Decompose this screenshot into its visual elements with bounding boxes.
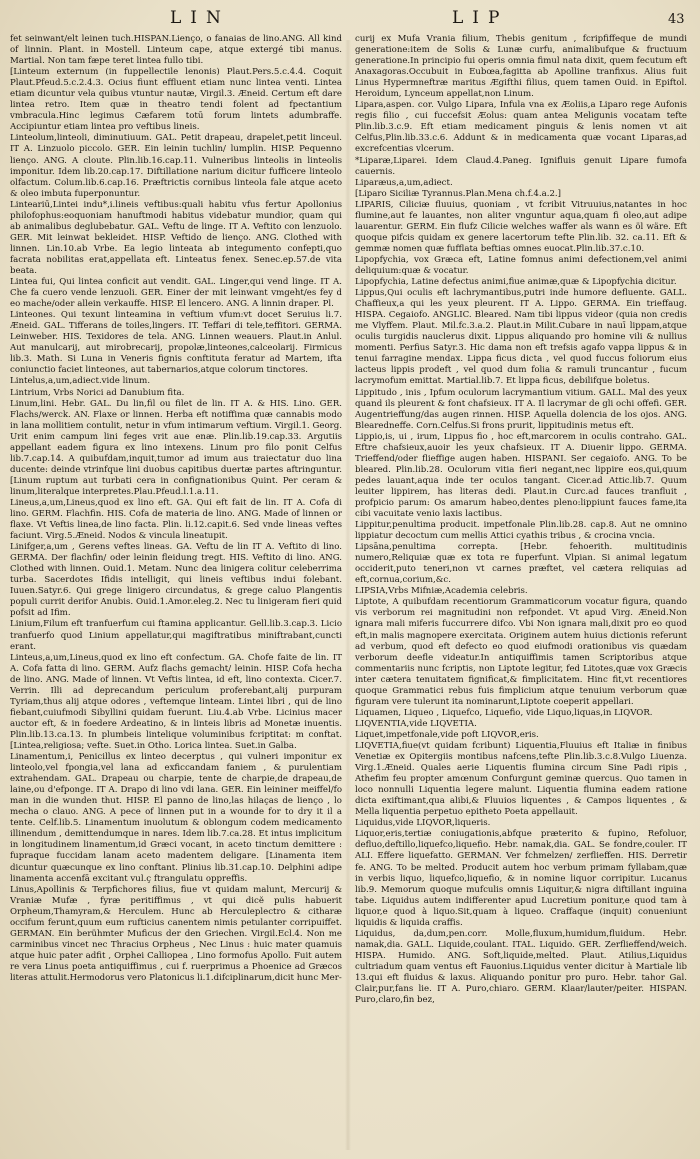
entry-linteum-externum: [Linteum externum (in fuppellectile lenonis) Plaut.Pers.5.c.4.4. Coquit Plaut.Pfeud.5.c.2.4.3. Ocius fiunt effluent etiam nunc lintea venti. Lintea etiam dicuntur vela quibus vtuntur nautæ, Virgil.3. Æneid. Certum eft dare lintea retro. Item quæ in theatro tendi folent ad fpectantium vmbracula.Hinc legimus Cæfarem totū forum lintets adumbraffe. Accipiuntur etiam lintea pro veftibus lineis. xyxy=(10,67,342,133)
entry-liquidus: Liquidus, da,dum,pen.corr. Molle,fluxum,humidum,fluidum. Hebr. namak,dia. GALL. Liquide,coulant. ITAL. Liquido. GER. Zerflieffend/weich. HISPA. Humido. ANG. Soft,liquide,melted. Plaut. Atilius,Liquidus cultriadum quam ventus eft Fauonius.Liquidus venter dicitur à Martiale lib 13.qui eft fluidus & laxus. Aliquando ponitur pro puro. Hebr. tahor Gal. Clair,pur,fans lie. IT A. Puro,chiaro. GERM. Klaar/lauter/peiter. HISPAN. Puro,claro,fin bez, xyxy=(355,928,687,1006)
entry-liparae: *Liparæ,Liparei. Idem Claud.4.Paneg. Ignifluis genuit Lipare fumofa cauernis. xyxy=(355,155,687,177)
entry-liparis: LIPARIS, Ciliciæ fluuius, quoniam , vt fcribit Vitruuius,natantes in hoc flumine,aut fe lauantes, non aliter vnguntur aqua,quam fi oleo,aut adipe lauarentur. GERM. Ein flufz Cilicie welches waffer als wann es öl wäre. Eft quoque pifcis quidam ex genere lacertorum tefte Plin.lib. 32. ca.11. Eft & gemmæ nomen quæ fufflata beftias omnes euocat.Plin.lib.37.c.10. xyxy=(355,199,687,254)
right-column xyxy=(355,34,687,1154)
entry-liniger: Linifger,a,um , Gerens veftes lineas. GA. Veftu de lin IT A. Veftito di lino. GERMA. Der flachfin/ oder leinin fleidung tregt. HIS. Veftito di lino. ANG. Clothed with linnen. Ouid.1. Metam. Nunc dea linigera colitur celeberrima turba. Sacerdotes Ifidis intelligit, qui lineis veftibus indui folebant. Iuuen.Satyr.6. Qui grege linigero circundatus, & grege caluo Plangentis populi currit derifor Anubis. Ouid.1.Amor.eleg.2. Nec tu linigeram fieri quid pofsit ad Ifim. xyxy=(10,542,342,619)
header-guide-word-left: LIN xyxy=(170,8,230,28)
entry-linteolum: Linteolum,linteoli, diminutiuum. GAL. Petit drapeau, drapelet,petit linceul. IT A. Linzuolo piccolo. GER. Ein leinin tuchlin/ lumplin. HISP. Pequenno lienço. ANG. A cloute. Plin.lib.16.cap.11. Vulneribus linteolis in linteolis imponitur. Idem lib.20.cap.17. Diftillatione narium dicitur fufficere linteolo olfactum. Colum.lib.6.cap.16. Præftrictis cornibus linteola fale atque aceto & oleo imbuta fuperponuntur. xyxy=(10,133,342,199)
header-guide-word-right: LIP xyxy=(452,8,509,28)
entry-linteum-cont: fet seinwant/elt leinen tuch.HISPAN.Lienço, o fanaias de lino.ANG. All kind of linnin. Plant. in Mostell. Linteum cape, atque extergé tibi manus. Martial. Non tam fæpe teret lintea fullo tibi. xyxy=(10,34,342,67)
entry-lippio: Lippio,is, ui , irum, Lippus fio , hoc eft,marcorem in oculis contraho. GAL. Eftre chafsieux,auoir les yeux chafsieux. IT A. Diuenir lippo. GERMA. Trieffend/oder flieffige augen haben. HISPANI. Ser cegaiofo. ANG. To be bleared. Plin.lib.28. Oculorum vitia fieri negant,nec lippire eos,qui,quum pedes lauant,aqua inde ter oculos tangant. Cicer.ad Attic.lib.7. Quum leuiter lippirem, has literas dedi. Plaut.in Curc.ad fauces tranfluit , profpicio parum: Os amarum habeo,dentes pleno:lippiunt fauces fame,ita cibi vacuitate venio laxis lactibus. xyxy=(355,431,687,520)
entry-lipara: Lipara,aspen. cor. Vulgo Lipara, Infula vna ex Æoliis,a Liparo rege Aufonis regis filio , cui fuccefsit Æolus: quam antea Meligunis vocatam tefte Plin.lib.3.c.9. Eft etiam medicament pinguis & lenis nomen vt ait Celfus,Plin.lib.33.c.6. Addunt & in medicamenta quæ vocant Liparas,ad excrefcentias vlcerum. xyxy=(355,100,687,155)
entry-liquidus-ref: Liquidus,vide LIQVOR,liqueris. xyxy=(355,818,491,829)
entry-linamentum: Linamentum,i, Penicillus ex linteo decerptus , qui vulneri imponitur ex linteolo,vel fpongia,vel lana ad exficcandam faniem , & purulentiam extrahendam. GAL. Drapeau ou charpie, tente de charpie,de drapeau,de laine,ou d'efponge. IT A. Drapo di lino vdi lana. GER. Ein leininer meiffel/fo man in die wunden thut. HISP. El panno de lino,las hilaças de lienço , lo mecha o clauo. ANG. A pece of linnen put in a wounde for to dry it il a tente. Celf.lib.5. Linamentum inuolutum & oblongum codem medicamento illinendum , demittendumque in nares. Idem lib.7.ca.28. Et intus implicitum in longitudinem linamentum,id Græci vocant, in aceto tinctum demittere : fupraque fuccidam lanam aceto madentem deligare. [Linamenta item dicuntur quæcunque ex lino conftant. Plinius lib.31.cap.10. Delphini adipe linamenta accenfā excitant vul.ç ftrangulatu oppreffis. xyxy=(10,752,342,884)
entry-liquentia: LIQVENTIA,vide LIQVETIA. xyxy=(355,718,477,729)
column-gutter xyxy=(345,40,351,1150)
page-number: 43 xyxy=(668,12,685,27)
entry-lintearius: Linteariū,Lintei indu*,i.lineis veftibus:quali habitu vfus fertur Apollonius philofophus:eoquoniam hanuftmodi habitus videbatur mundior, quam qui ab animalibus deglubebatur. GAL. Veftu de linge. IT A. Veftito con lenzuolo. GER. Mit leinwat bekleidet. HISP. Veftido de lienço. ANG. Clothed with linnen. Lin.10.ab Vrbe. Ea legio linteata ab integumento confepti,quo facrata nobilitas erat,appellata eft. Linteatus fenex. Senec.ep.57.de vita beata. xyxy=(10,199,342,276)
entry-lipsia: LIPSIA,Vrbs Mifniæ,Academia celebris. xyxy=(355,586,528,597)
entry-liptote: Liptote, A quibufdam recentiorum Grammaticorum vocatur figura, quando vis verborum rei magnitudini non refpondet. Vt apud Virg. Æneid.Non ignara mali miferis fuccurrere difco. Vbi Non ignara mali,dixit pro eo quod eft,in malis magnopere exercitata. Originem autem huius dictionis referunt ad verbum, quod eft defecto eo quod eiufmodi orationibus vis quædam verborum deefle videatur.In antiquiffimis tamen Scriptoribus atque commentariis nunc fcriptis, non Liptote legitur, fed Litotes,quæ vox Græcis inter cætera tenuitatem fignificat,& fimplicitatem. Hinc fit,vt recentiores quoque Grammatici rebus fuis fimplicium atque tenuium verborum quæ figuram vere tulerunt ita nominarunt,Liptote coeperit appellari. xyxy=(355,597,687,707)
entry-lintrium: Lintrium, Vrbs Norici ad Danubium fita. xyxy=(10,387,185,398)
entry-lipsana: Lipsāna,penultima correpta. [Hebr. fehoerith. multitudinis numero,Reliquiæ quæ ex tota re fuperfunt. Vlpian. Si animal legatum occiderit,puto teneri,non vt carnes præftet, vel cætera reliquias ad eft,cornua,corium,&c. xyxy=(355,542,687,586)
entry-lippitudo: Lippitudo , inis , Ipfum oculorum lacrymantium vitium. GALL. Mal des yeux quand ils pleurent & font chafsieux. IT A. Il lacrymar de gli ochi offefi. GER. Augentrieffung/das augen rinnen. HISP. Aquella dolencia de los ojos. ANG. Blearedneffe. Corn.Celfus.Si frons prurit, lippitudinis metus eft. xyxy=(355,387,687,431)
entry-linus: Linus,Apollinis & Terpfichores filius, fiue vt quidam malunt, Mercurij & Vraniæ Mufæ , fyræ peritiffimus , vt qui dicĕ pulis habuerit Orpheum,Thamyram,& Herculem. Hunc ab Herculeplectro & citharæ occifum ferunt,quum eum rufticius canentem nimis petulanter corripuiffet. GERMAN. Ein berühmter Muficus der den Griechen. Virgil.Ecl.4. Non me carminibus vincet nec Thracius Orpheus , Nec Linus : huic mater quamuis atque huic pater adfit , Orphei Calliopea , Lino formofus Apollo. Fuit autem re vera Linus poeta antiquiffimus , cui f. ruerprimus a Phoenice ad Græcos literas attulit.Hermodorus vero Platonicus li.1.difciplinarum,dicit hunc Mer- xyxy=(10,884,342,983)
entry-liquet: Liquet,impetfonale,vide poft LIQVOR,eris. xyxy=(355,729,539,740)
entry-lineus: Lineus,a,um,Lineus,quod ex lino eft. GA. Qui eft fait de lin. IT A. Cofa di lino. GERM. Flachfin. HIS. Cofa de materia de lino. ANG. Made of linnen or flaxe. Vt Veftis linea,de lino facta. Plin. li.12.capit.6. Sed vnde lineas veftes faciunt. Virg.5.Æneid. Nodos & vincula lineatupit. xyxy=(10,497,342,542)
entry-lipopsychia-latin: Lipopfychia, Latine defectus animi,fiue animæ,quæ & Lipopfychia dicitur. xyxy=(355,277,677,288)
entry-liquor: Liquor,eris,tertiæ coniugationis,abfque præterito & fupino, Refoluor, defluo,deftillo,liquefco,liquefio. Hebr. namak,dia. GAL. Se fondre,couler. IT ALI. Effere liquefatto. GERMAN. Ver fchmelzen/ zerflieffen. HIS. Derretir fe. ANG. To be melted. Producit autem hoc verbum primam fyllabam,quæ in verbis liquo, liquefco,liquefio, & in nomine liquor corripitur. Lucanus lib.9. Memorum quoque mufculis omnis Liquitur,& nigra diftillant inguina tabe. Liquidus autem indifferenter apud Lucretium ponitur,e quod tam à liquor,e quod à liquo.Sit,quam à liqueo. Craffaque (inquit) conueniunt liquidis & liquida craffis. xyxy=(355,829,687,928)
entry-lintelus: Lintelus,a,um,adiect.vide linum. xyxy=(10,376,151,387)
entry-linum: Linum,lini. Hebr. GAL. Du lin,fil ou filet de lin. IT A. & HIS. Lino. GER. Flachs/werck. AN. Flaxe or linnen. Herba eft notiffima quæ cannabis modo in lana mollitiem contulit, netur in vfum intimarum veftium. Virgil.1. Georg. Urit enim campum lini feges vrit aue enæ. Plin.lib.19.cap.33. Argutiis appellant eadem figura ex lino intexens. Linum pro filo ponit Celfus lib.7.cap.14. A quibufdam,inquit,tumor ad imum aus traiectatur duo lina ducente: deinde vtrinfque lini duobus capitibus duertæ partes aftringuntur.[Linum ruptum aut turbati cera in confignationibus Quint. Per ceram & linum,literalque interpretes.Plau.Pfeud.l.1.a.11. xyxy=(10,398,342,497)
entry-linteus: Linteus,a,um,Lineus,quod ex lino eft confectum. GA. Chofe faite de lin. IT A. Cofa fatta di lino. GERM. Aufz flachs gemacht/ leinin. HISP. Cofa hecha de lino. ANG. Made of linnen. Vt Veftis lintea, id eft, lino contexta. Cicer.7. Verrin. Illi ad deprecandum periculum proferebant,alij purpuram Tyriam,thus alij atque odores , veftemque linteam. Lintei libri , qui de lino fiebant,cuiufmodi Sibyllini quidam fuerunt. Liu.4.ab Vrbe. Licinius macer auctor eft, & in foedere Ardeatino, & in linteis libris ad Monetæ inuentis. Plin.lib.13.ca.13. In plumbeis lintelique voluminibus fcriptitat: m conftat. [Lintea,religiosa; vefte. Suet.in Otho. Lorica lintea. Suet.in Galba. xyxy=(10,652,342,751)
entry-liquamen: Liquamen, Liqueo , Liquefco, Liquefio, vide Liquo,liquas,in LIQVOR. xyxy=(355,707,653,718)
entry-linium: Linium,Filum eft tranfuerfum cui ftamina applicantur. Gell.lib.3.cap.3. Licio tranfuerfo quod Linium appellatur,qui magiftratibus miniftrabant,cuncti erant. xyxy=(10,619,342,652)
entry-liquetia: LIQVETIA,fiue(vt quidam fcribunt) Liquentia,Fluuius eft Italiæ in finibus Venetiæ ex Opitergiis montibus nafcens,tefte Plin.lib.3.c.8.Vulgo Liuenza. Virg.1.Æneid. Quales aerie Liquentis flumina circum Sine Padi ripis , Athefim feu propter amœnum Confurgunt geminæ quercus. Quo tamen in loco nonnulli Liquentia legere malunt. Liquentia flumina eadem ratione dicta exiftimant,qua alibi,& Fluuios liquentes , & Campos liquentes , & Mella liquentia perpetuo epitheto Poeta appellauit. xyxy=(355,741,687,818)
entry-lippitur: Lippitur,penultima producit. impetfonale Plin.lib.28. cap.8. Aut ne omnino lippiatur decoctum cum mellis Attici cyathis tribus , & crocina vncia. xyxy=(355,520,687,542)
entry-liparo: [Liparo Siciliæ Tyrannus.Plan.Mena ch.f.4.a.2.] xyxy=(355,188,562,199)
entry-liparaeus: Liparæus,a,um,adiect. xyxy=(355,177,453,188)
left-column xyxy=(10,34,342,1154)
entry-lintearius-vendor: Lintea fui, Qui lintea conficit aut vendit. GAL. Linger,qui vend linge. IT A. Che fa cuero vende lenzuoli. GER. Einer der mit leinwant vmgeht/es fey d eo mache/oder allein verkauffe. HISP. El lencero. ANG. A linnin draper. Pl. xyxy=(10,277,342,310)
entry-lippus: Lippus,Qui oculis eft lachrymantibus,putri inde humore defluente. GALL. Chaffieux,a qui les yeux pleurent. IT A. Lippo. GERMA. Ein trieffaug. HISPA. Cegaiofo. ANGLIC. Bleared. Nam tibi lippus videor (quia non credis me Vlyffem. Plaut. Mil.fc.3.a.2. Plaut.in Milit.Cubare in nauī lippam,atque oculis turgidis nauclerus dixit. Lippus aliquando pro homine vili & nullius momenti. Perfius Satyr.3. Hic dama non eft trefsis agafo vappa lippus & in tenui farragine mendax. Lippa ficus dicta , vel quod fuccus foliorum eius lacteus lippis prodeft , vel quod dum folia & ramuli truncantur , fucum lacrymofum emittat. Martial.lib.7. Et lippa ficus, debilifque boletus. xyxy=(355,288,687,387)
entry-linus-cont: curij ex Mufa Vrania filium, Thebis genitum , fcripfiffeque de mundi generatione:item de Solis & Lunæ curfu, animalibufque & fructuum generatione.In principio fui operis omnia fimul nata dixit, quem fecutum eft Anaxagoras.Occubuit in Eubœa,fagitta ab Apolline tranfixus. Alius fuit Linus Hypermneftræ maritus Ægifthi filius, quem tamen Ouid. in Epiftol. Heroidum, Lynceum appellat,non Linum. xyxy=(355,34,687,100)
entry-linteones: Linteones. Qui texunt linteamina in veftium vfum:vt docet Seruius li.7. Æneid. GAL. Tifferans de toiles,lingers. IT. Teffari di tele,teffitori. GERMA. Leinweber. HIS. Texidores de tela. ANG. Linnen weauers. Plaut.in Anlul. Aut manulcarij, aut mirobrecarij, propolæ,linteones,calceolarij. Firmicus lib.3. Math. Si Luna in Veneris fignis conftituta feratur ad Martem, ifta coniunctio faciet linteones, aut tabernarios,atque colorum tinctores. xyxy=(10,310,342,376)
entry-lipopsychia: Lipopfychia, vox Græca eft, Latine fomnus animi defectionem,vel animi deliquium:quæ & vocatur. xyxy=(355,254,687,276)
